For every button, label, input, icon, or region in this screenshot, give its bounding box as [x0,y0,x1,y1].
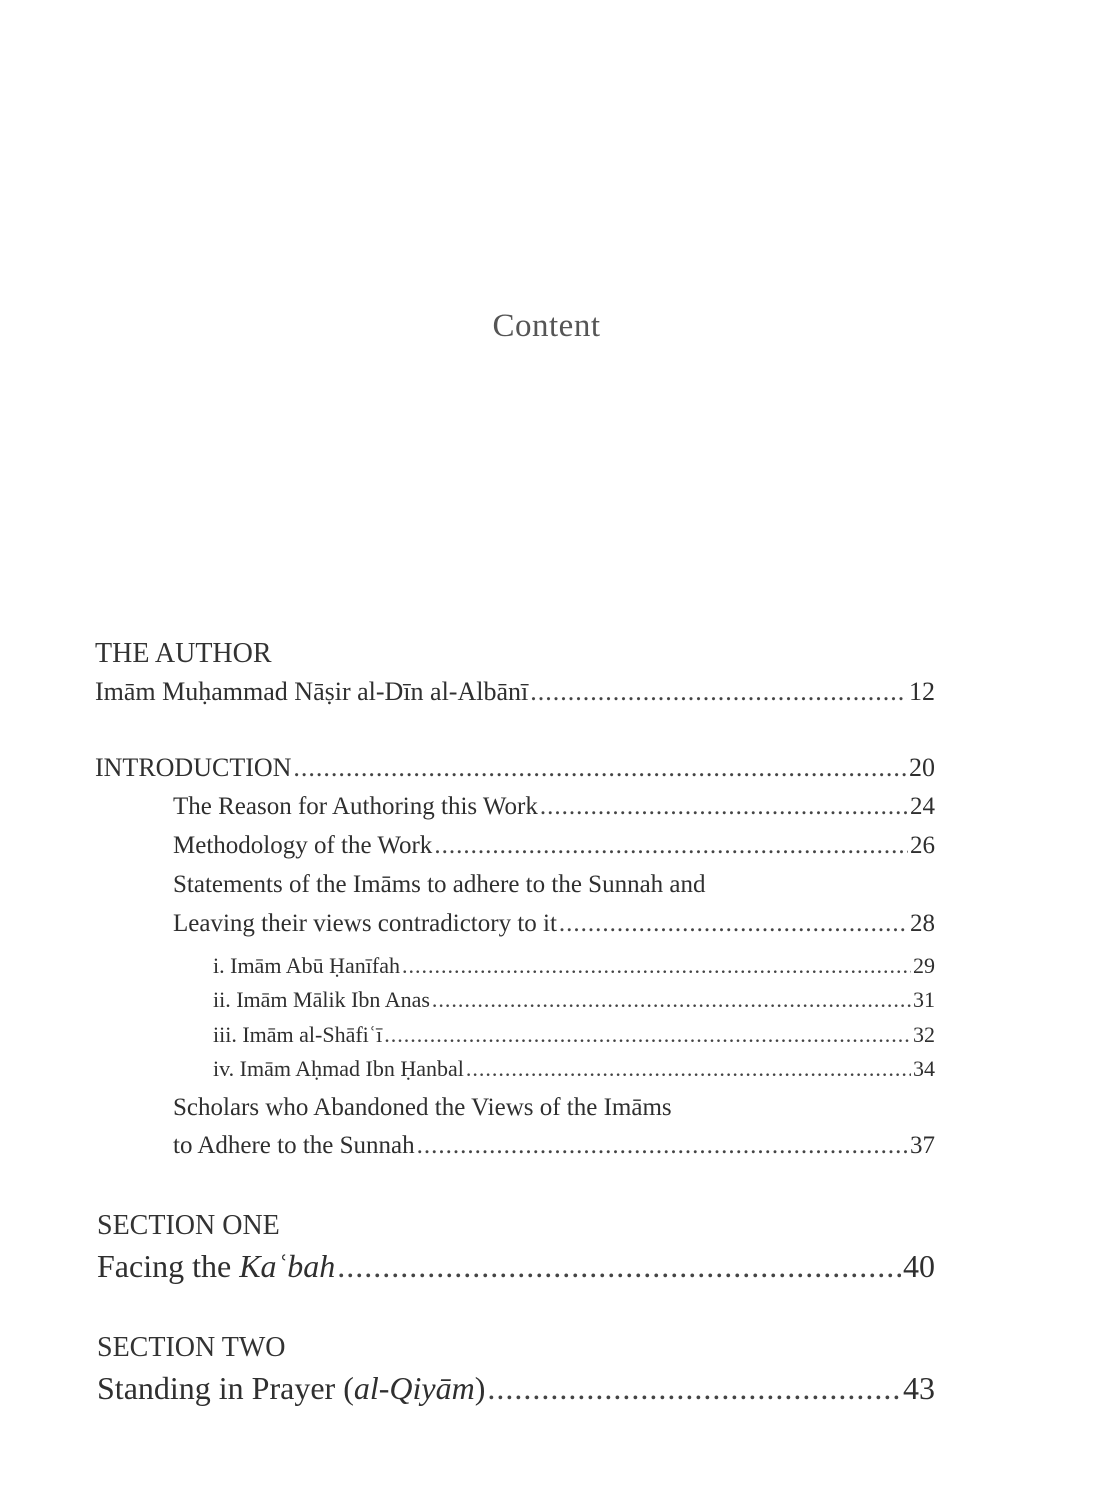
toc-entry-imam-shafii[interactable] [213,1022,935,1048]
toc-entry-methodology[interactable] [173,832,935,860]
toc-entry-section-two[interactable] [97,1370,935,1407]
dot-leader [384,1022,911,1048]
toc-entry-section-one[interactable] [97,1248,935,1285]
toc-entry-label: i. Imām Abū Ḥanīfah [213,953,400,978]
toc-entry-statements-line1: Statements of the Imāms to adhere to the Sunnah and [173,871,706,898]
toc-page-number: 12 [909,677,935,706]
label-plain: Standing in Prayer ( [97,1370,354,1406]
dot-leader [337,1248,901,1285]
toc-page-number: 24 [910,793,935,820]
toc-entry-label: iii. Imām al-Shāfiʿī [213,1022,383,1047]
label-italic: Kaʿbah [239,1248,336,1284]
section-one-heading: SECTION ONE [97,1210,280,1241]
toc-page-number: 40 [903,1248,935,1284]
label-italic: al-Qiyām [353,1370,475,1406]
toc-page-number: 43 [903,1370,935,1406]
dot-leader [530,677,907,707]
toc-page-number: 37 [910,1132,935,1159]
toc-page-number: 26 [910,832,935,859]
toc-page-number: 29 [913,953,935,978]
dot-leader [432,987,911,1013]
dot-leader [540,793,908,821]
toc-entry-label: Imām Muḥammad Nāṣir al-Dīn al-Albānī [95,677,529,706]
dot-leader [434,832,908,860]
toc-entry-label [97,1370,485,1407]
toc-entry-author[interactable] [95,677,935,707]
toc-entry-introduction[interactable] [95,753,935,783]
dot-leader [466,1056,911,1082]
toc-page-number: 32 [913,1022,935,1047]
toc-page-number: 28 [910,910,935,937]
dot-leader [417,1132,908,1160]
toc-page-number: 34 [913,1056,935,1081]
toc-page-number: 20 [909,753,935,782]
section-two-heading: SECTION TWO [97,1332,286,1363]
page-title: Content [492,308,601,344]
toc-entry-label: ii. Imām Mālik Ibn Anas [213,987,430,1012]
toc-entry-label: INTRODUCTION [95,753,292,782]
toc-entry-statements[interactable] [173,910,935,938]
toc-entry-label: The Reason for Authoring this Work [173,793,538,820]
toc-entry-scholars-line1: Scholars who Abandoned the Views of the Imāms [173,1094,672,1121]
toc-entry-reason[interactable] [173,793,935,821]
dot-leader [402,953,911,979]
dot-leader [487,1370,901,1407]
toc-entry-label: iv. Imām Aḥmad Ibn Ḥanbal [213,1056,464,1081]
toc-entry-label: to Adhere to the Sunnah [173,1132,415,1159]
dot-leader [293,753,907,783]
toc-entry-imam-ahmad[interactable] [213,1056,935,1082]
label-plain: Facing the [97,1248,240,1284]
toc-entry-imam-malik[interactable] [213,987,935,1013]
dot-leader [559,910,908,938]
toc-entry-label: Leaving their views contradictory to it [173,910,557,937]
author-heading: THE AUTHOR [95,638,272,669]
label-close: ) [474,1370,486,1406]
toc-entry-label: Methodology of the Work [173,832,433,859]
toc-entry-imam-abu-hanifah[interactable] [213,953,935,979]
toc-entry-label [97,1248,335,1285]
toc-page-number: 31 [913,987,935,1012]
toc-entry-scholars[interactable] [173,1132,935,1160]
